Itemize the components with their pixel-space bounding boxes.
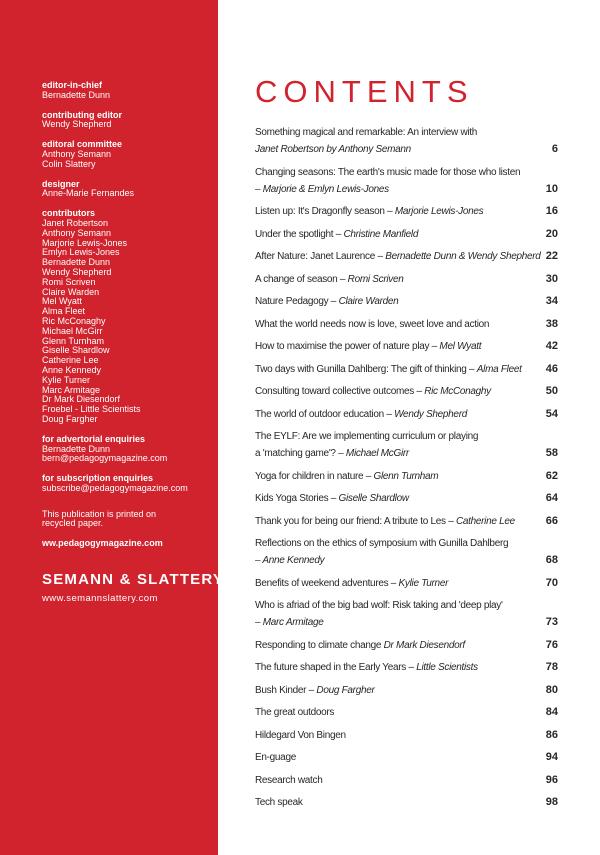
toc-page-number: 84: [545, 706, 558, 718]
sidebar-section-heading: editor-in-chief: [42, 80, 102, 90]
toc-entry-title: [255, 682, 534, 699]
sidebar-section-line: Bernadette Dunn: [42, 443, 111, 454]
toc-page-number: 22: [545, 250, 558, 262]
sidebar-section-line: Claire Warden: [42, 286, 100, 297]
toc-page-number: 64: [545, 492, 558, 504]
sidebar-section-line: Anthony Semann: [42, 148, 112, 159]
toc-entry: [255, 164, 558, 198]
toc-page-number: 62: [545, 469, 558, 482]
toc-entry: [255, 637, 558, 654]
toc-entry-title: [255, 124, 534, 158]
toc-entry-line: Under the spotlight – Christine Manfield: [255, 228, 419, 240]
sidebar-section-heading: contributors: [42, 208, 95, 219]
toc-page-number: 78: [545, 661, 558, 673]
toc-entry-title: [255, 749, 534, 766]
toc-entry: [255, 316, 558, 333]
masthead-sections: [42, 81, 202, 494]
toc-entry-title: [255, 659, 534, 676]
toc-entry-line: Changing seasons: The earth's music made for those who listen: [255, 166, 521, 178]
sidebar-section-line: Anne-Marie Fernandes: [42, 188, 135, 199]
toc-entry: [255, 338, 558, 355]
toc-page-number: 34: [545, 295, 558, 307]
sidebar-section-line: Glenn Turnham: [42, 335, 105, 346]
toc-entry: [255, 490, 558, 507]
sidebar-section-line: Ric McConaghy: [42, 315, 106, 326]
sidebar-section-line: Wendy Shepherd: [42, 266, 112, 277]
toc-entry-line: The world of outdoor education – Wendy Shepherd: [255, 408, 467, 420]
toc-entry-line: Tech speak: [255, 797, 303, 808]
sidebar-section-line: Michael McGirr: [42, 325, 103, 336]
toc-entry-title: [255, 361, 534, 378]
toc-page-number: 86: [545, 728, 558, 741]
toc-entry: [255, 794, 558, 811]
sidebar-section-line: Marjorie Lewis-Jones: [42, 237, 128, 248]
toc-entry-title: [255, 428, 534, 462]
toc-entry: [255, 203, 558, 220]
toc-entry-line: After Nature: Janet Laurence – Bernadette Dunn & Wendy Shepherd: [255, 251, 541, 262]
toc-entry-title: [255, 164, 534, 198]
sidebar-section-heading: designer: [42, 178, 80, 189]
toc-entry-title: [255, 293, 534, 310]
toc-page-number: 20: [545, 227, 558, 240]
toc-entry-line: Who is afriad of the big bad wolf: Risk taking and 'deep play': [255, 600, 503, 611]
toc-page-number: 70: [545, 576, 558, 589]
toc-entry: [255, 597, 558, 631]
toc-entry-line: Reflections on the ethics of symposium with Gunilla Dahlberg: [255, 538, 509, 549]
sidebar-section-line: Bernadette Dunn: [42, 257, 111, 268]
toc-entry: [255, 468, 558, 485]
toc-entry-line: Bush Kinder – Doug Fargher: [255, 684, 375, 696]
sidebar-section-line: Marc Armitage: [42, 384, 101, 395]
sidebar-section: [42, 474, 202, 494]
toc-entry-line: Responding to climate change Dr Mark Diesendorf: [255, 639, 465, 651]
sidebar-section-line: Dr Mark Diesendorf: [42, 394, 121, 405]
sidebar-section-line: Anthony Semann: [42, 227, 112, 238]
toc-entry-title: [255, 727, 534, 744]
toc-entry-line: – Marjorie & Emlyn Lewis-Jones: [255, 183, 389, 195]
recycled-paper-note: [42, 510, 202, 530]
sidebar-section-line: bern@pedagogymagazine.com: [42, 453, 168, 464]
toc-page-number: 42: [545, 340, 558, 352]
publisher-website: www.semannslattery.com: [42, 593, 158, 605]
sidebar-section: [42, 209, 202, 425]
toc-entry-title: [255, 338, 534, 355]
toc-page-number: 46: [545, 362, 558, 375]
toc-entry-title: [255, 704, 534, 721]
toc-entry: [255, 124, 558, 158]
toc-entry-line: Nature Pedagogy – Claire Warden: [255, 296, 399, 307]
toc-entry-title: [255, 316, 534, 333]
toc-entry-line: Research watch: [255, 774, 323, 786]
toc-entry-title: [255, 383, 534, 400]
sidebar-section-line: Colin Slattery: [42, 158, 96, 169]
toc-entry-line: Hildegard Von Bingen: [255, 729, 346, 741]
toc-entry-title: [255, 271, 534, 288]
toc-entry: [255, 428, 558, 462]
toc-entry-line: a 'matching game'? – Michael McGirr: [255, 448, 409, 459]
sidebar-section-line: Froebel - Little Scientists: [42, 404, 141, 415]
sidebar-section-line: Romi Scriven: [42, 276, 96, 287]
toc-entry: [255, 361, 558, 378]
toc-entry: [255, 406, 558, 423]
toc-entry-title: [255, 226, 534, 243]
toc-page-number: 76: [545, 638, 558, 651]
toc-entry-title: [255, 575, 534, 592]
toc-entry-line: Yoga for children in nature – Glenn Turnham: [255, 470, 439, 482]
sidebar-section-line: Mel Wyatt: [42, 296, 82, 307]
toc-entry: [255, 513, 558, 530]
sidebar-section-heading: for advertorial enquiries: [42, 433, 146, 444]
toc-page-number: 80: [545, 683, 558, 696]
toc-entry: [255, 575, 558, 592]
toc-entry-title: [255, 535, 534, 569]
note-line: This publication is printed on: [42, 508, 157, 519]
toc-entry: [255, 383, 558, 400]
sidebar-section: [42, 180, 202, 200]
toc-page-number: 68: [545, 554, 558, 566]
sidebar-section-line: Bernadette Dunn: [42, 89, 111, 100]
toc-entry: [255, 248, 558, 265]
sidebar-section-line: Alma Fleet: [42, 306, 86, 317]
toc-entry: [255, 682, 558, 699]
toc-entry-line: Thank you for being our friend: A tribute to Les – Catherine Lee: [255, 515, 515, 527]
red-sidebar: [0, 0, 225, 855]
toc-entry-line: Two days with Gunilla Dahlberg: The gift of thinking – Alma Fleet: [255, 363, 522, 375]
toc-entry-line: A change of season – Romi Scriven: [255, 273, 404, 285]
toc-entry: [255, 749, 558, 766]
toc-entry: [255, 226, 558, 243]
toc-entry: [255, 659, 558, 676]
sidebar-section-line: Kylie Turner: [42, 374, 91, 385]
toc-entry-line: Benefits of weekend adventures – Kylie Turner: [255, 577, 449, 589]
sidebar-section: [42, 81, 202, 101]
toc-entry-title: [255, 468, 534, 485]
toc-entry: [255, 271, 558, 288]
toc-entry-line: En-guage: [255, 752, 296, 763]
toc-entry-title: [255, 490, 534, 507]
toc-entries: [255, 124, 558, 811]
toc-entry-line: How to maximise the power of nature play – Mel Wyatt: [255, 341, 482, 352]
toc-entry: [255, 535, 558, 569]
toc-entry-title: [255, 406, 534, 423]
contents-title: CONTENTS: [255, 74, 474, 109]
table-of-contents: [255, 76, 558, 817]
sidebar-section-heading: contributing editor: [42, 109, 122, 120]
semann-slattery-logo: SEMANN & SLATTERY: [42, 571, 225, 589]
toc-page-number: 38: [545, 317, 558, 330]
toc-entry-title: [255, 597, 534, 631]
toc-entry-line: – Anne Kennedy: [255, 555, 325, 566]
toc-entry-line: Janet Robertson by Anthony Semann: [255, 144, 411, 155]
toc-page-number: 96: [545, 773, 558, 786]
toc-entry-line: What the world needs now is love, sweet love and action: [255, 318, 490, 330]
toc-entry-line: The EYLF: Are we implementing curriculum or playing: [255, 431, 479, 442]
toc-entry-line: The great outdoors: [255, 707, 335, 718]
toc-entry: [255, 727, 558, 744]
sidebar-section-line: Catherine Lee: [42, 355, 99, 366]
toc-page-number: 16: [545, 205, 558, 217]
toc-page-number: 66: [545, 514, 558, 527]
toc-page-number: 50: [545, 385, 558, 397]
toc-entry-line: The future shaped in the Early Years – Little Scientists: [255, 662, 478, 673]
sidebar-section-heading: editoral committee: [42, 139, 123, 150]
toc-page-number: 6: [551, 143, 558, 155]
toc-entry-title: [255, 203, 534, 220]
toc-page-number: 10: [545, 182, 558, 195]
sidebar-section: [42, 435, 202, 464]
sidebar-section-line: Wendy Shepherd: [42, 119, 112, 130]
toc-page-number: 98: [545, 796, 558, 808]
magazine-website: ww.pedagogymagazine.com: [42, 538, 163, 549]
toc-page-number: 54: [545, 407, 558, 420]
toc-entry-line: Something magical and remarkable: An interview with: [255, 127, 478, 138]
note-line: recycled paper.: [42, 518, 104, 529]
toc-entry-title: [255, 637, 534, 654]
toc-entry-line: Consulting toward collective outcomes – Ric McConaghy: [255, 386, 491, 397]
sidebar-section-line: Janet Robertson: [42, 217, 109, 228]
toc-entry: [255, 704, 558, 721]
sidebar-section-line: Doug Fargher: [42, 413, 98, 424]
toc-page-number: 30: [545, 272, 558, 285]
toc-page-number: 73: [545, 616, 558, 628]
sidebar-section-line: subscribe@pedagogymagazine.com: [42, 482, 188, 493]
toc-page-number: 94: [545, 751, 558, 763]
sidebar-section-line: Giselle Shardlow: [42, 345, 110, 356]
toc-entry-title: [255, 513, 534, 530]
toc-entry-line: Kids Yoga Stories – Giselle Shardlow: [255, 493, 409, 504]
sidebar-section-heading: for subscription enquiries: [42, 473, 154, 484]
toc-page-number: 58: [545, 447, 558, 459]
toc-entry-title: [255, 794, 534, 811]
sidebar-section-line: Emlyn Lewis-Jones: [42, 247, 120, 258]
sidebar-section: [42, 111, 202, 131]
sidebar-section-line: Anne Kennedy: [42, 364, 102, 375]
toc-entry-line: Listen up: It's Dragonfly season – Marjorie Lewis-Jones: [255, 206, 484, 217]
toc-entry: [255, 772, 558, 789]
toc-entry-line: – Marc Armitage: [255, 617, 324, 628]
toc-entry-title: [255, 248, 541, 265]
toc-entry: [255, 293, 558, 310]
toc-entry-title: [255, 772, 534, 789]
sidebar-section: [42, 140, 202, 169]
